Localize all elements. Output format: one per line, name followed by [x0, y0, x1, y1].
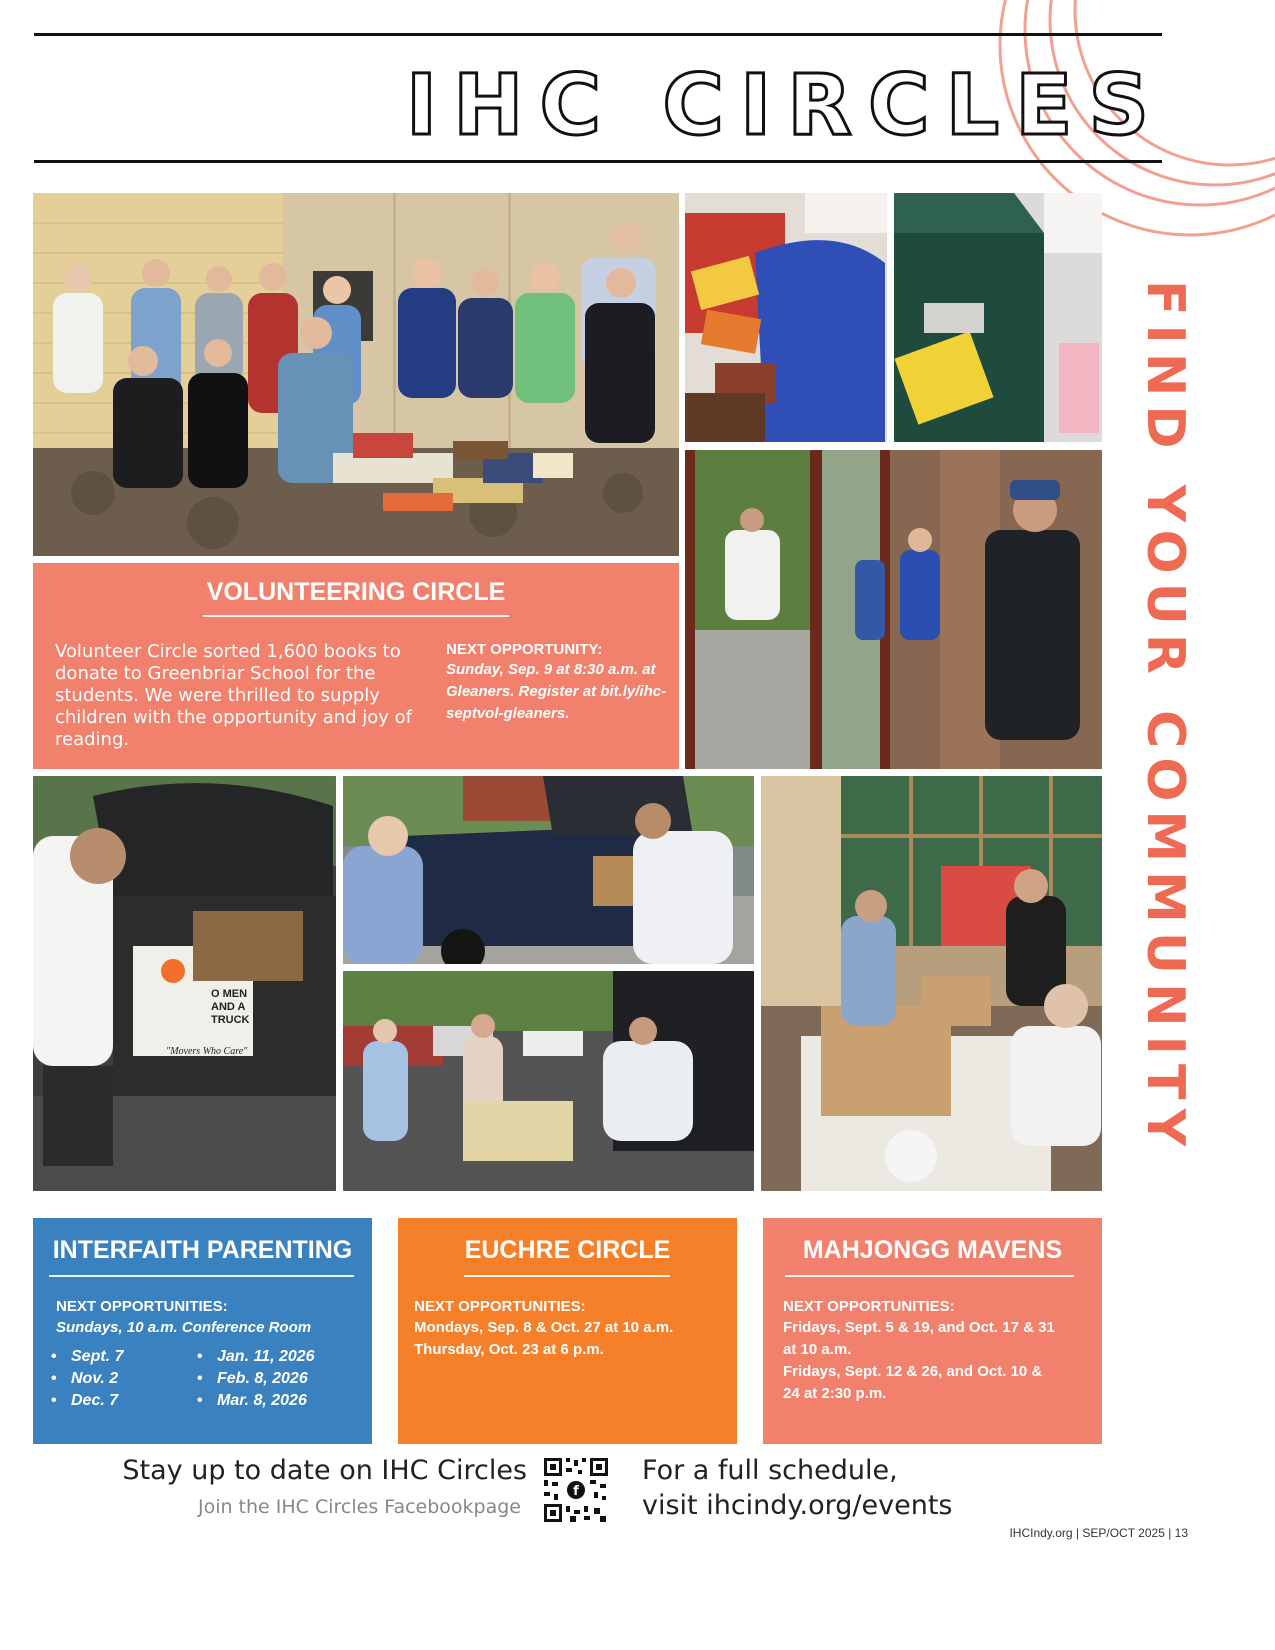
- loading-car-photo: [33, 776, 336, 1191]
- volunteering-rule: [203, 615, 509, 617]
- mahjongg-line-4: 24 at 2:30 p.m.: [783, 1385, 887, 1402]
- mahjongg-mavens-panel: [763, 1218, 1102, 1444]
- green-bag-photo: [894, 193, 1102, 442]
- page-folio: IHCIndy.org | SEP/OCT 2025 | 13: [1009, 1526, 1188, 1540]
- volunteering-title: VOLUNTEERING CIRCLE: [206, 578, 506, 606]
- date-item: • Dec. 7: [51, 1390, 123, 1412]
- interfaith-dates-left: [51, 1346, 123, 1412]
- top-rule: [34, 33, 1162, 36]
- qr-code-icon[interactable]: [542, 1456, 610, 1524]
- tote-bags-photo: [685, 193, 887, 442]
- interfaith-parenting-panel: [33, 1218, 372, 1444]
- euchre-rule: [464, 1275, 670, 1277]
- footer-full-schedule-1: For a full schedule,: [642, 1455, 898, 1486]
- page-title: IHC CIRCLES: [405, 56, 1165, 154]
- interfaith-next-label: NEXT OPPORTUNITIES:: [56, 1298, 228, 1315]
- footer-stay-up: Stay up to date on IHC Circles: [122, 1455, 527, 1486]
- euchre-line-2: Thursday, Oct. 23 at 6 p.m.: [414, 1341, 604, 1358]
- volunteering-body: Volunteer Circle sorted 1,600 books to donate to Greenbriar School for the students. We were thrilled to supply children with the opportunity and joy of reading.: [55, 641, 413, 750]
- cart-photo: [343, 971, 754, 1191]
- volunteer-group-photo: [33, 193, 679, 556]
- mahjongg-line-1: Fridays, Sept. 5 & 19, and Oct. 17 & 31: [783, 1319, 1055, 1336]
- parking-car-photo: [343, 776, 754, 964]
- doorway-photo: [685, 450, 1102, 769]
- euchre-line-1: Mondays, Sep. 8 & Oct. 27 at 10 a.m.: [414, 1319, 674, 1336]
- interfaith-schedule: Sundays, 10 a.m. Conference Room: [56, 1319, 312, 1336]
- date-item: • Jan. 11, 2026: [197, 1346, 315, 1368]
- side-title: FIND YOUR COMMUNITY: [1135, 280, 1195, 1156]
- volunteering-next-label: NEXT OPPORTUNITY:: [446, 641, 603, 658]
- mahjongg-line-2: at 10 a.m.: [783, 1341, 852, 1358]
- mahjongg-title: MAHJONGG MAVENS: [802, 1236, 1063, 1264]
- footer-full-schedule-2[interactable]: visit ihcindy.org/events: [642, 1490, 953, 1521]
- mahjongg-line-3: Fridays, Sept. 12 & 26, and Oct. 10 &: [783, 1363, 1043, 1380]
- interfaith-dates-right: [197, 1346, 315, 1412]
- mahjongg-next-label: NEXT OPPORTUNITIES:: [783, 1298, 955, 1315]
- box-label: O MEN AND A TRUCK: [211, 988, 250, 1026]
- volunteering-next-text: Sunday, Sep. 9 at 8:30 a.m. at Gleaners. Register at bit.ly/ihc-septvol-gleaners.: [446, 661, 667, 722]
- date-item: • Sept. 7: [51, 1346, 123, 1368]
- sorting-room-photo: [761, 776, 1102, 1191]
- title-rule: [34, 160, 1162, 163]
- date-item: • Nov. 2: [51, 1368, 123, 1390]
- mahjongg-rule: [785, 1275, 1074, 1277]
- euchre-title: EUCHRE CIRCLE: [464, 1236, 671, 1264]
- euchre-next-label: NEXT OPPORTUNITIES:: [414, 1298, 586, 1315]
- footer-join-facebook[interactable]: Join the IHC Circles Facebookpage: [197, 1496, 521, 1518]
- date-item: • Mar. 8, 2026: [197, 1390, 315, 1412]
- box-tagline: "Movers Who Care": [166, 1046, 248, 1057]
- interfaith-title: INTERFAITH PARENTING: [52, 1236, 353, 1264]
- volunteering-panel: [33, 563, 679, 769]
- euchre-circle-panel: [398, 1218, 737, 1444]
- date-item: • Feb. 8, 2026: [197, 1368, 315, 1390]
- svg-text:f: f: [573, 1484, 579, 1499]
- interfaith-rule: [49, 1275, 354, 1277]
